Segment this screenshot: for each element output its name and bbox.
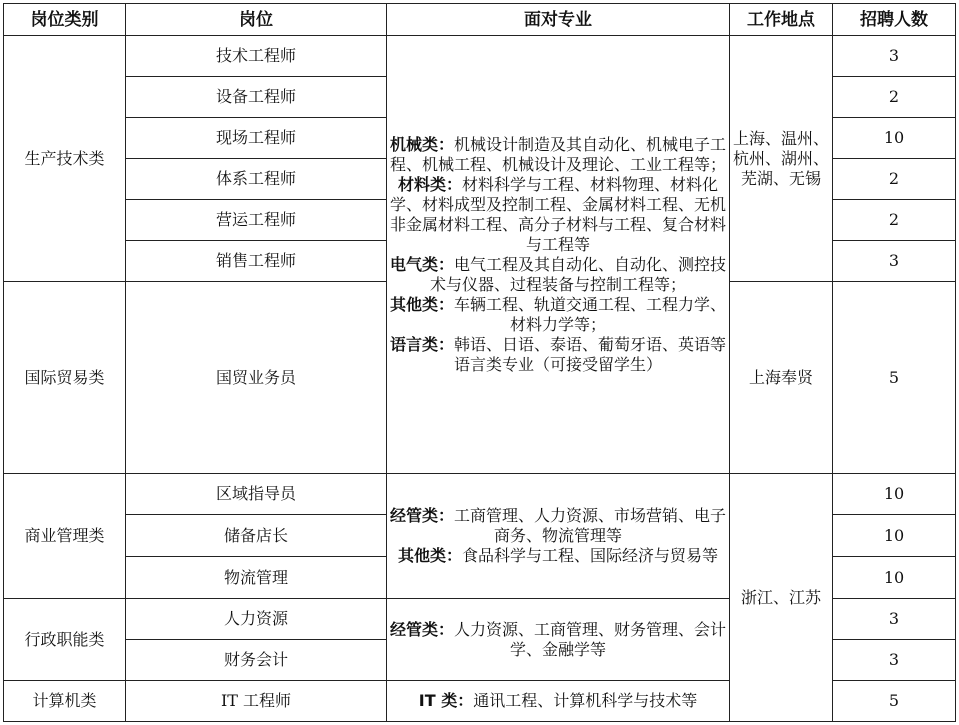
major-group xyxy=(387,135,729,175)
position-cell: IT 工程师 xyxy=(126,681,387,722)
table-row xyxy=(4,36,956,77)
count-cell: 10 xyxy=(833,118,956,159)
position-cell: 物流管理 xyxy=(126,557,387,599)
count-cell: 10 xyxy=(833,474,956,515)
major-group-text: 材料科学与工程、材料物理、材料化学、材料成型及控制工程、金属材料工程、无机非金属材料工程、高分子材料与工程、复合材料与工程等 xyxy=(389,174,726,254)
count-cell: 2 xyxy=(833,159,956,200)
header-location: 工作地点 xyxy=(730,4,833,36)
major-group-text: 通讯工程、计算机科学与技术等 xyxy=(473,691,698,710)
count-cell: 5 xyxy=(833,282,956,474)
position-cell: 销售工程师 xyxy=(126,241,387,282)
major-cell-admin xyxy=(387,599,730,681)
header-major: 面对专业 xyxy=(387,4,730,36)
category-cell: 商业管理类 xyxy=(4,474,126,599)
major-group-label: 经管类： xyxy=(389,506,454,525)
table-row xyxy=(4,474,956,515)
major-group-text: 机械设计制造及其自动化、机械电子工程、机械工程、机械设计及理论、工业工程等； xyxy=(389,134,727,174)
major-group xyxy=(387,691,729,711)
major-group xyxy=(387,295,729,335)
count-cell: 3 xyxy=(833,599,956,640)
major-group xyxy=(387,335,729,375)
major-group-label: 其他类： xyxy=(397,546,462,565)
major-group xyxy=(387,255,729,295)
header-row xyxy=(4,4,956,36)
position-cell: 体系工程师 xyxy=(126,159,387,200)
header-position: 岗位 xyxy=(126,4,387,36)
category-cell: 国际贸易类 xyxy=(4,282,126,474)
major-group xyxy=(387,175,729,255)
major-group-text: 工商管理、人力资源、市场营销、电子商务、物流管理等 xyxy=(454,506,727,545)
position-cell: 设备工程师 xyxy=(126,77,387,118)
count-cell: 3 xyxy=(833,241,956,282)
position-cell: 营运工程师 xyxy=(126,200,387,241)
header-category: 岗位类别 xyxy=(4,4,126,36)
header-count: 招聘人数 xyxy=(833,4,956,36)
major-cell-computer xyxy=(387,681,730,722)
position-cell: 财务会计 xyxy=(126,640,387,681)
major-group xyxy=(387,620,729,660)
position-cell: 技术工程师 xyxy=(126,36,387,77)
count-cell: 5 xyxy=(833,681,956,722)
category-cell: 行政职能类 xyxy=(4,599,126,681)
major-group-label: 语言类： xyxy=(389,334,454,354)
position-cell: 储备店长 xyxy=(126,515,387,557)
count-cell: 2 xyxy=(833,200,956,241)
major-group xyxy=(387,506,729,546)
position-cell: 区域指导员 xyxy=(126,474,387,515)
count-cell: 2 xyxy=(833,77,956,118)
count-cell: 3 xyxy=(833,640,956,681)
major-group-text: 食品科学与工程、国际经济与贸易等 xyxy=(462,546,719,565)
count-cell: 3 xyxy=(833,36,956,77)
major-group-label: 机械类： xyxy=(389,134,454,154)
position-cell: 人力资源 xyxy=(126,599,387,640)
major-group-label: 材料类： xyxy=(397,174,462,194)
category-cell: 计算机类 xyxy=(4,681,126,722)
major-group-text: 车辆工程、轨道交通工程、工程力学、材料力学等； xyxy=(454,294,727,334)
recruitment-table xyxy=(3,3,956,722)
major-group-label: 其他类： xyxy=(389,294,454,314)
position-cell: 国贸业务员 xyxy=(126,282,387,474)
location-cell: 浙江、江苏 xyxy=(730,474,833,722)
major-cell-commerce xyxy=(387,474,730,599)
count-cell: 10 xyxy=(833,515,956,557)
position-cell: 现场工程师 xyxy=(126,118,387,159)
location-cell: 上海、温州、杭州、湖州、芜湖、无锡 xyxy=(730,36,833,282)
major-cell-tech xyxy=(387,36,730,474)
major-group-label: 电气类： xyxy=(389,254,454,274)
major-group-text: 电气工程及其自动化、自动化、测控技术与仪器、过程装备与控制工程等； xyxy=(429,254,727,294)
major-group-label: IT 类： xyxy=(418,691,474,710)
major-group-text: 韩语、日语、泰语、葡萄牙语、英语等语言类专业（可接受留学生） xyxy=(453,334,727,374)
location-cell: 上海奉贤 xyxy=(730,282,833,474)
major-group-label: 经管类： xyxy=(389,619,454,639)
count-cell: 10 xyxy=(833,557,956,599)
major-group-text: 人力资源、工商管理、财务管理、会计学、金融学等 xyxy=(454,619,727,659)
category-cell: 生产技术类 xyxy=(4,36,126,282)
major-group xyxy=(387,546,729,566)
